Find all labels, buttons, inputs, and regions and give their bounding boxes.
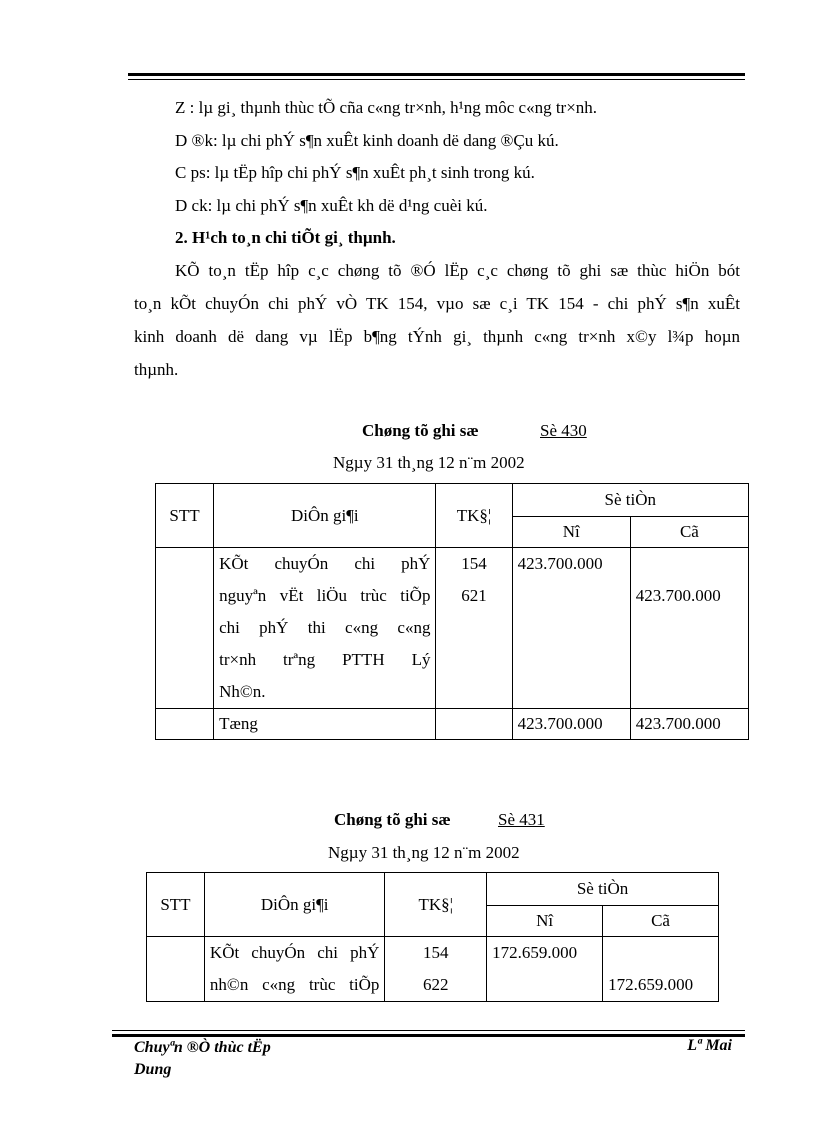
row-stt	[147, 937, 205, 1002]
line-dk: D ®k: lµ chi phÝ s¶n xuÊt kinh doanh dë dang ®Çu kú.	[175, 131, 559, 150]
total-debit: 423.700.000	[512, 709, 630, 740]
row-desc: KÕt chuyÓn chi phÝ nguyªn vËt liÖu trùc tiÕp chi phÝ thi c«ng c«ng tr×nh trªng PTTH Lý Nh©n.	[214, 548, 436, 709]
row-credit: 423.700.000	[630, 548, 748, 709]
header-rule-thin	[128, 79, 745, 80]
line-cps: C ps: lµ tËp hîp chi phÝ s¶n xuÊt ph¸t sinh trong kú.	[175, 163, 535, 182]
col-desc: DiÔn gi¶i	[204, 873, 384, 937]
table-row	[156, 548, 749, 709]
row-stt	[156, 548, 214, 709]
para-line-2: to¸n kÕt chuyÓn chi phÝ vÒ TK 154, vµo sæ c¸i TK 154 - chi phÝ s¶n xuÊt	[134, 294, 740, 313]
voucher2-date: Ngµy 31 th¸ng 12 n¨m 2002	[328, 843, 520, 862]
col-tk: TK§¦	[436, 484, 512, 548]
para-line-1: KÕ to¸n tËp hîp c¸c chøng tõ ®Ó lËp c¸c chøng tõ ghi sæ thùc hiÖn bót	[175, 261, 740, 280]
voucher2-table	[146, 872, 719, 1002]
footer-left	[134, 1037, 271, 1081]
row-credit: 172.659.000	[603, 937, 719, 1002]
total-label: Tæng	[214, 709, 436, 740]
total-row	[156, 709, 749, 740]
line-z: Z : lµ gi¸ thµnh thùc tÕ cña c«ng tr×nh, h¹ng môc c«ng tr×nh.	[175, 98, 598, 117]
voucher2-title: Chøng tõ ghi sæ	[334, 810, 451, 829]
row-tk: 154 622	[385, 937, 487, 1002]
row-debit: 172.659.000	[487, 937, 603, 1002]
table-row	[147, 937, 719, 1002]
voucher1-title: Chøng tõ ghi sæ	[362, 421, 479, 440]
section-heading: 2. H¹ch to¸n chi tiÕt gi¸ thµnh.	[175, 228, 396, 247]
col-debit: Nî	[487, 906, 603, 937]
header-rule-thick	[128, 73, 745, 76]
col-amount: Sè tiÒn	[487, 873, 719, 906]
voucher1-table	[155, 483, 749, 740]
col-tk: TK§¦	[385, 873, 487, 937]
col-stt: STT	[147, 873, 205, 937]
para-line-4: thµnh.	[134, 360, 179, 379]
footer-author: Lª Mai	[687, 1037, 732, 1054]
col-amount: Sè tiÒn	[512, 484, 748, 517]
body-paragraph	[134, 261, 740, 380]
col-stt: STT	[156, 484, 214, 548]
col-credit: Cã	[603, 906, 719, 937]
row-tk: 154 621	[436, 548, 512, 709]
voucher1-date: Ngµy 31 th¸ng 12 n¨m 2002	[333, 453, 525, 472]
col-desc: DiÔn gi¶i	[214, 484, 436, 548]
line-ck: D ck: lµ chi phÝ s¶n xuÊt kh dë d¹ng cuèi kú.	[175, 196, 488, 215]
voucher2-number: Sè 431	[498, 810, 545, 829]
row-desc: KÕt chuyÓn chi phÝ nh©n c«ng trùc tiÕp	[204, 937, 384, 1002]
footer-topic: Chuyªn ®Ò thùc tËp	[134, 1039, 271, 1056]
voucher1-number: Sè 430	[540, 421, 587, 440]
col-debit: Nî	[512, 517, 630, 548]
para-line-3: kinh doanh dë dang vµ lËp b¶ng tÝnh gi¸ thµnh c«ng tr×nh x©y l¾p hoµn	[134, 327, 740, 346]
footer-rule-thin	[112, 1030, 745, 1031]
total-credit: 423.700.000	[630, 709, 748, 740]
row-debit: 423.700.000	[512, 548, 630, 709]
footer-author-surname: Dung	[134, 1061, 172, 1078]
col-credit: Cã	[630, 517, 748, 548]
